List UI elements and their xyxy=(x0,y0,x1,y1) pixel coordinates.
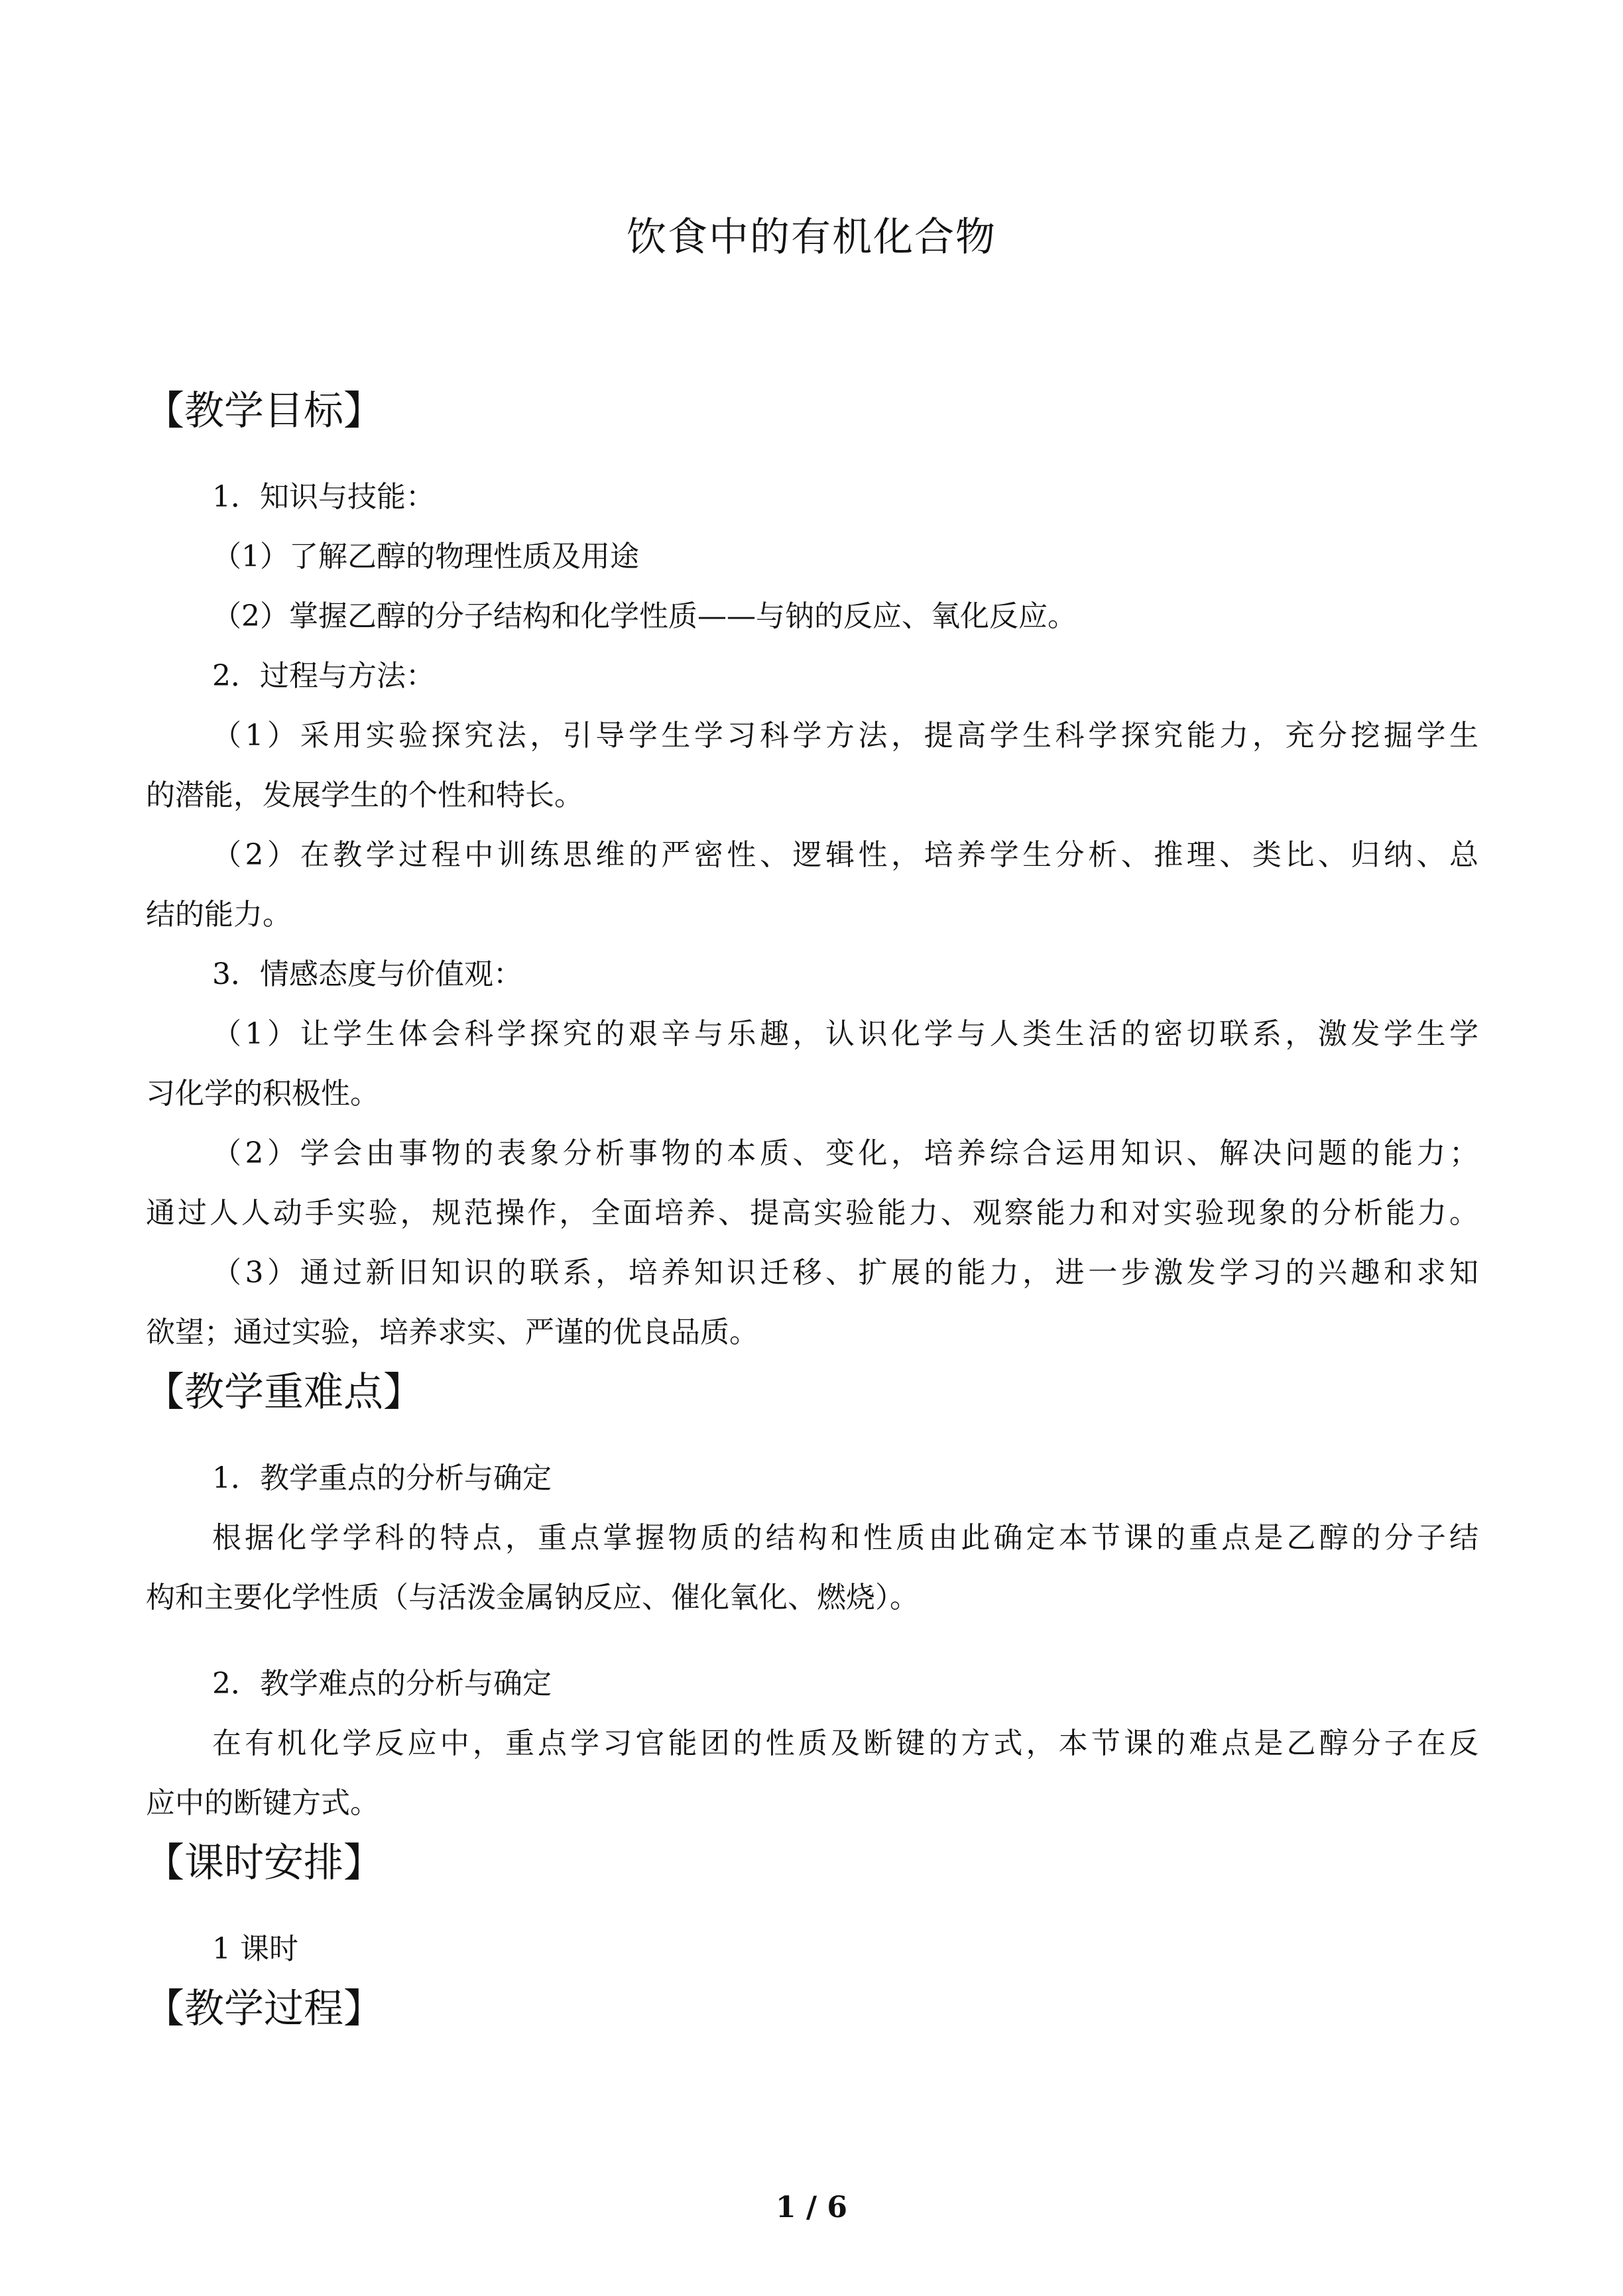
objective-process-item-2-line-1: （2）在教学过程中训练思维的严密性、逻辑性，培养学生分析、推理、类比、归纳、总 xyxy=(212,838,1478,872)
objective-emotion-item-2-line-1: （2）学会由事物的表象分析事物的本质、变化，培养综合运用知识、解决问题的能力； xyxy=(212,1136,1478,1170)
objective-emotion-item-3-line-1: （3）通过新旧知识的联系，培养知识迁移、扩展的能力，进一步激发学习的兴趣和求知 xyxy=(212,1256,1478,1290)
objective-emotion-item-3-line-2: 欲望；通过实验，培养求实、严谨的优良品质。 xyxy=(146,1315,758,1349)
section-heading-process: 【教学过程】 xyxy=(145,1986,383,2032)
section-heading-objectives: 【教学目标】 xyxy=(145,388,383,434)
document-title: 饮食中的有机化合物 xyxy=(627,214,996,261)
schedule-value: 1 课时 xyxy=(212,1932,298,1966)
objective-emotion-item-1-line-2: 习化学的积极性。 xyxy=(146,1077,379,1111)
objective-knowledge-label: 1．知识与技能： xyxy=(212,480,435,514)
key-difficulty-label: 2．教学难点的分析与确定 xyxy=(212,1667,552,1701)
objective-process-item-1-line-1: （1）采用实验探究法，引导学生学习科学方法，提高学生科学探究能力，充分挖掘学生 xyxy=(212,719,1478,753)
page-number: 1 / 6 xyxy=(776,2191,847,2224)
key-focus-label: 1．教学重点的分析与确定 xyxy=(212,1461,552,1495)
section-heading-schedule: 【课时安排】 xyxy=(145,1840,383,1886)
objective-knowledge-item-1: （1）了解乙醇的物理性质及用途 xyxy=(212,540,639,574)
objective-emotion-label: 3．情感态度与价值观： xyxy=(212,957,522,991)
section-heading-key-points: 【教学重难点】 xyxy=(145,1369,423,1416)
objective-emotion-item-1-line-1: （1）让学生体会科学探究的艰辛与乐趣，认识化学与人类生活的密切联系，激发学生学 xyxy=(212,1017,1478,1051)
key-difficulty-line-2: 应中的断键方式。 xyxy=(146,1786,379,1820)
key-difficulty-line-1: 在有机化学反应中，重点学习官能团的性质及断键的方式，本节课的难点是乙醇分子在反 xyxy=(212,1726,1478,1760)
objective-emotion-item-2-line-2: 通过人人动手实验，规范操作，全面培养、提高实验能力、观察能力和对实验现象的分析能力。 xyxy=(146,1196,1478,1230)
key-focus-line-2: 构和主要化学性质（与活泼金属钠反应、催化氧化、燃烧）。 xyxy=(146,1581,919,1614)
key-focus-line-1: 根据化学学科的特点，重点掌握物质的结构和性质由此确定本节课的重点是乙醇的分子结 xyxy=(212,1521,1478,1555)
objective-process-item-2-line-2: 结的能力。 xyxy=(146,898,292,932)
objective-knowledge-item-2: （2）掌握乙醇的分子结构和化学性质——与钠的反应、氧化反应。 xyxy=(212,599,1077,633)
objective-process-item-1-line-2: 的潜能，发展学生的个性和特长。 xyxy=(146,778,583,812)
objective-process-label: 2．过程与方法： xyxy=(212,659,435,693)
